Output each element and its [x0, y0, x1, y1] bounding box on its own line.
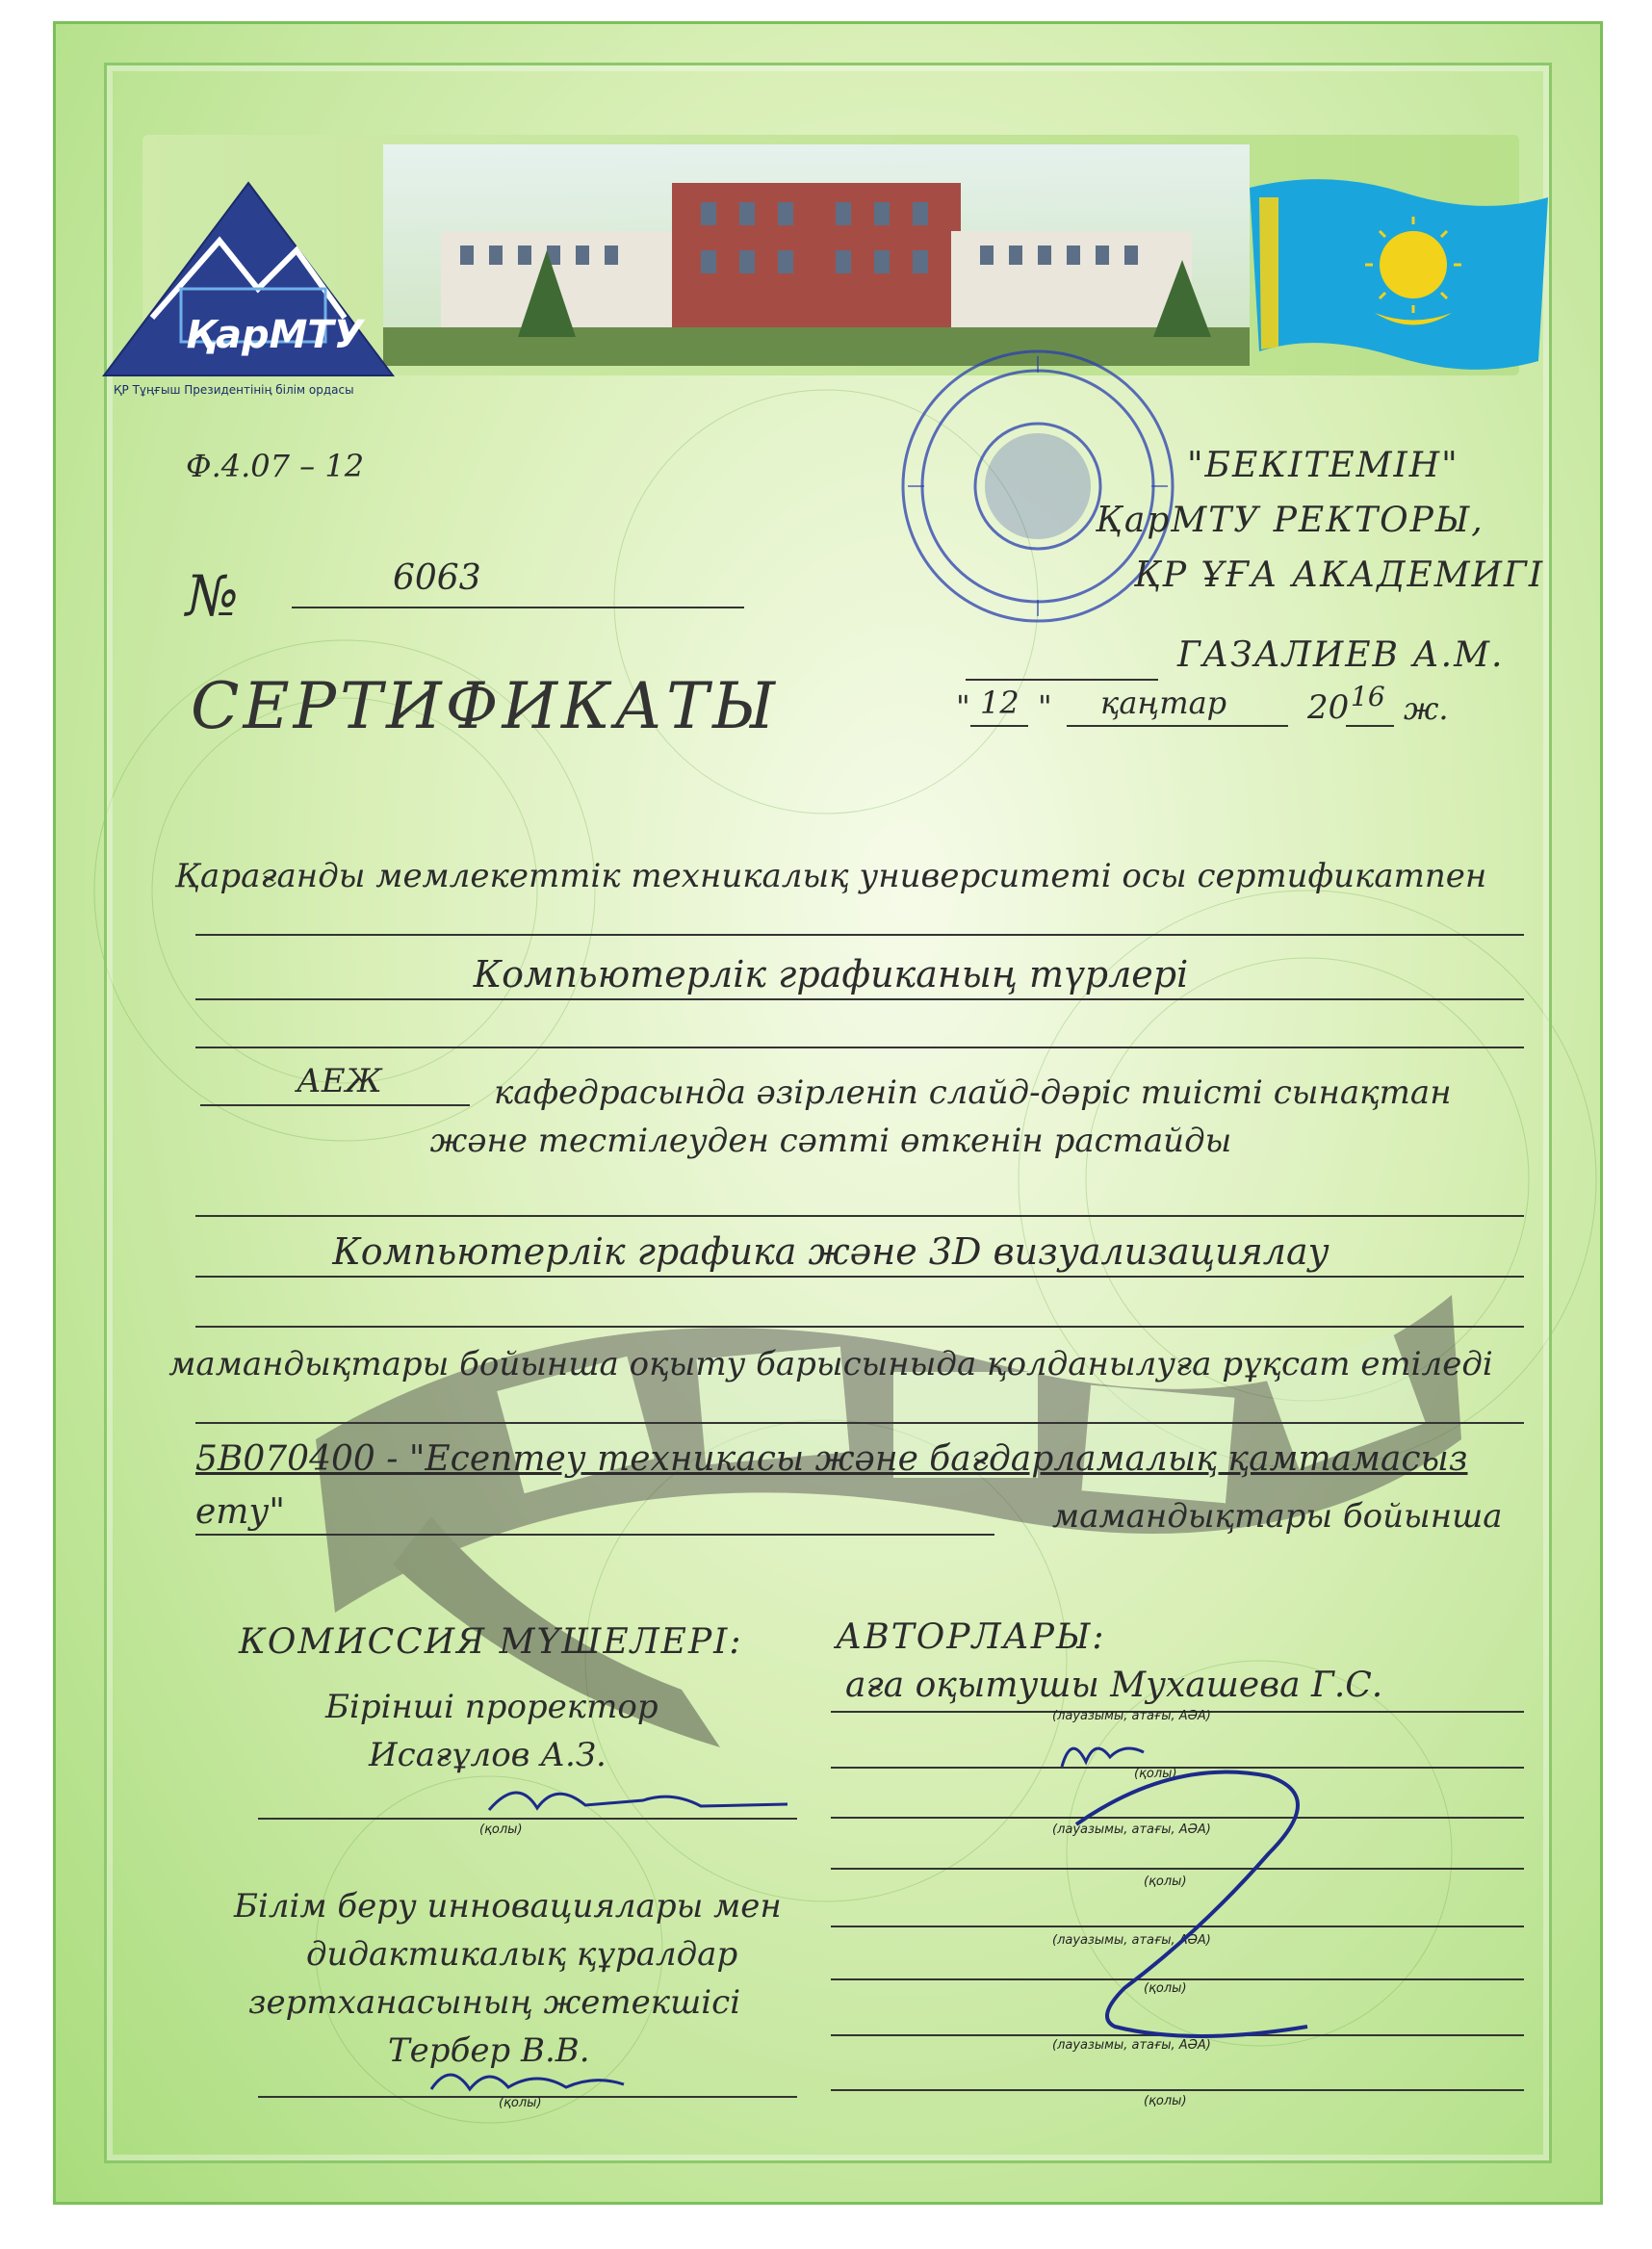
author1-name: аға оқытушы Мухашева Г.С. [845, 1666, 1383, 1705]
work-title: Компьютерлік графиканың түрлері [473, 953, 1189, 995]
date-close-quote: " [1038, 688, 1052, 725]
member2-sign-label: (қолы) [499, 2096, 542, 2110]
discipline-name: Компьютерлік графика және 3D визуализациялау [332, 1230, 1329, 1273]
specialty-line-underline [195, 1534, 994, 1536]
member1-sign-line [258, 1818, 797, 1820]
specialty-line-1: 5В070400 - "Есептеу техникасы және бағдарламалық қамтамасыз [195, 1439, 1468, 1479]
logo-text: ҚарМТУ [186, 313, 364, 357]
member1-role: Бірінші проректор [325, 1688, 658, 1726]
line-d [195, 1215, 1524, 1217]
specialty-line-2: ету" [195, 1492, 285, 1532]
author2-position-label: (лауазымы, атағы, АӘА) [1052, 1822, 1211, 1837]
certificate-title: СЕРТИФИКАТЫ [191, 669, 780, 743]
approval-line2: ҚарМТУ РЕКТОРЫ, [1096, 501, 1484, 540]
author1-sign-label: (қолы) [1134, 1767, 1177, 1781]
authors-heading: АВТОРЛАРЫ: [836, 1617, 1106, 1657]
date-year-line [1346, 725, 1394, 727]
number-label: № [186, 563, 239, 629]
line-e [195, 1276, 1524, 1278]
line-g [195, 1422, 1524, 1424]
department-text-2: және тестілеуден сәтті өткенін растайды [429, 1122, 1232, 1160]
member2-role-2: дидактикалық құралдар [306, 1935, 738, 1974]
department-value: АЕЖ [297, 1062, 382, 1100]
intro-text: Қарағанды мемлекеттік техникалық университеті осы сертификатпен [174, 857, 1487, 895]
date-month: қаңтар [1100, 685, 1227, 721]
z-cancel-mark [1038, 1738, 1346, 2104]
approval-line1: "БЕКІТЕМІН" [1187, 446, 1459, 485]
date-month-line [1067, 725, 1288, 727]
author3-sign-label: (қолы) [1144, 1981, 1187, 1996]
approval-line3: ҚР ҰҒА АКАДЕМИГІ [1134, 556, 1545, 595]
line-b [195, 998, 1524, 1000]
department-text: кафедрасында әзірленіп слайд-дәріс тиісті сынақтан [494, 1073, 1452, 1112]
certificate-sheet [53, 21, 1603, 2205]
number-line [292, 607, 744, 608]
line-f [195, 1326, 1524, 1328]
member2-role-1: Білім беру инновациялары мен [234, 1887, 782, 1926]
certificate-number: 6063 [393, 558, 481, 598]
author4-position-label: (лауазымы, атағы, АӘА) [1052, 2038, 1211, 2053]
line-a [195, 934, 1524, 936]
member2-role-3: зертханасының жетекшісі [248, 1983, 741, 2022]
rector-sign-line [966, 679, 1158, 681]
date-year-prefix: 20 [1307, 688, 1350, 727]
karmtu-logo [94, 173, 402, 404]
date-day-line [970, 725, 1028, 727]
author1-position-label: (лауазымы, атағы, АӘА) [1052, 1709, 1211, 1723]
rector-name: ГАЗАЛИЕВ А.М. [1177, 635, 1505, 675]
member2-signature [422, 2051, 672, 2108]
line-c [195, 1047, 1524, 1048]
author2-sign-label: (қолы) [1144, 1874, 1187, 1889]
university-building-photo [383, 144, 1250, 366]
member1-name: Исағұлов А.З. [369, 1736, 607, 1774]
form-code: Ф.4.07 – 12 [186, 448, 365, 484]
date-end: ж. [1404, 690, 1449, 727]
member2-name: Тербер В.В. [388, 2031, 590, 2070]
logo-subtitle: ҚР Тұңғыш Президентінің білім ордасы [114, 383, 354, 397]
permit-text: мамандықтары бойынша оқыту барысыныда қолданылуға рұқсат етіледі [168, 1345, 1493, 1383]
kazakhstan-flag [1240, 168, 1558, 390]
member1-signature [479, 1771, 807, 1829]
date-day: 12 [980, 685, 1020, 721]
department-line [200, 1104, 470, 1106]
author4-sign-label: (қолы) [1144, 2094, 1187, 2108]
date-year-suffix: 16 [1351, 681, 1385, 712]
date-open-quote: " [956, 688, 970, 725]
specialty-suffix: мамандықтары бойынша [1052, 1497, 1503, 1536]
author3-position-label: (лауазымы, атағы, АӘА) [1052, 1933, 1211, 1948]
commission-heading: КОМИССИЯ МҮШЕЛЕРІ: [239, 1622, 743, 1662]
member1-sign-label: (қолы) [479, 1822, 523, 1837]
